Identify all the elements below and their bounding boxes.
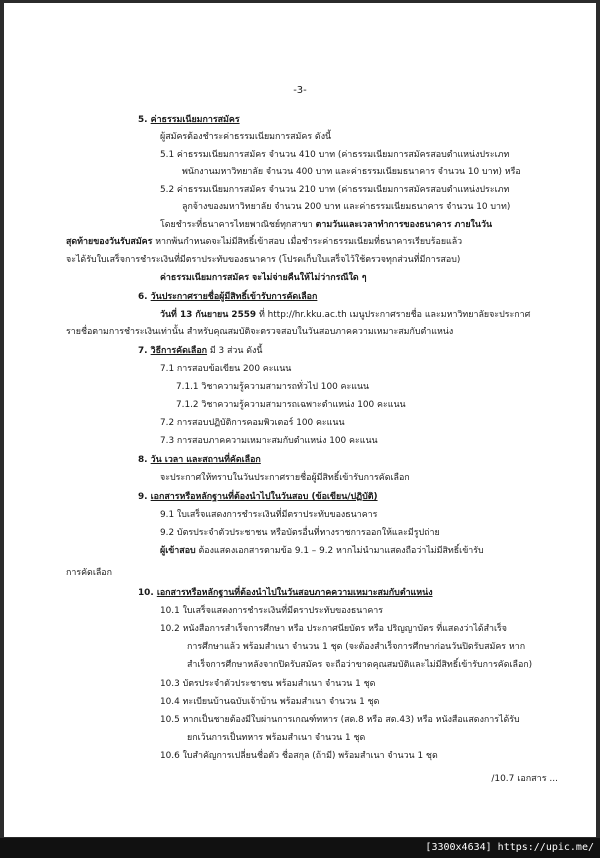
text-line [160,184,509,196]
text-segment: ที่ http://hr.kku.ac.th เมนูประกาศรายชื่อ และมหาวิทยาลัยจะประกาศ [256,310,531,320]
text-segment: เอกสารหรือหลักฐานที่ต้องนำไปในวันสอบภาคความเหมาะสมกับตำแหน่ง [156,588,433,598]
text-line [187,641,525,653]
text-segment: 7.1.1 วิชาความรู้ความสามารถทั่วไป 100 คะแนน [176,382,370,392]
text-segment: 9.1 ใบเสร็จแสดงการชำระเงินที่มีตราประทับของธนาคาร [160,510,378,520]
text-line [160,750,438,762]
text-line [160,149,509,161]
text-segment: 5.2 ค่าธรรมเนียมการสมัคร จำนวน 210 บาท (ค่าธรรมเนียมการสมัครสอบตำแหน่งประเภท [160,185,510,195]
text-line [160,272,367,284]
text-segment: จะประกาศให้ทราบในวันประกาศรายชื่อผู้มีสิทธิ์เข้ารับการคัดเลือก [160,473,410,483]
text-line [187,659,532,671]
text-segment: 6. [138,292,151,302]
text-line [160,219,492,231]
text-segment: 10.2 หนังสือการสำเร็จการศึกษา หรือ ประกาศนียบัตร หรือ ปริญญาบัตร ที่แสดงว่าได้สำเร็จ [160,624,508,634]
text-segment: 7.2 การสอบปฏิบัติการคอมพิวเตอร์ 100 คะแนน [160,418,345,428]
text-segment: 10.6 ใบสำคัญการเปลี่ยนชื่อตัว ชื่อสกุล (ถ้ามี) พร้อมสำเนา จำนวน 1 ชุด [160,751,438,761]
text-segment: สุดท้ายของวันรับสมัคร [66,237,153,247]
text-line [138,291,317,303]
text-segment: ตามวันและเวลาทำการของธนาคาร ภายในวัน [315,220,493,230]
text-line [138,114,240,126]
text-line [138,587,433,599]
text-segment: สำเร็จการศึกษาหลังจากปิดรับสมัคร จะถือว่าขาดคุณสมบัติและไม่มีสิทธิ์เข้ารับการคัดเลือก) [187,660,533,670]
text-segment: จะได้รับใบเสร็จการชำระเงินที่มีตราประทับของธนาคาร (โปรดเก็บใบเสร็จไว้ใช้ตรวจทุกส่วนที่มีการสอบ) [66,255,461,265]
text-line [66,254,460,266]
text-line [176,381,369,393]
text-segment: วัน เวลา และสถานที่คัดเลือก [150,455,261,465]
text-segment: 8. [138,455,151,465]
text-segment: 7. [138,346,151,356]
text-segment: ผู้เข้าสอบ [160,546,196,556]
document-page [4,3,596,837]
text-segment: 10.4 ทะเบียนบ้านฉบับเจ้าบ้าน พร้อมสำเนา จำนวน 1 ชุด [160,697,380,707]
text-segment: วันประกาศรายชื่อผู้มีสิทธิ์เข้ารับการคัดเลือก [150,292,318,302]
text-line [160,545,484,557]
text-segment: ผู้สมัครต้องชำระค่าธรรมเนียมการสมัคร ดังนี้ [160,132,332,142]
page-number: -3- [293,85,307,96]
text-line [187,732,365,744]
text-line [138,454,261,466]
text-segment: ลูกจ้างของมหาวิทยาลัย จำนวน 200 บาท และค่าธรรมเนียมธนาคาร จำนวน 10 บาท) [182,202,511,212]
text-line [138,491,378,503]
text-line [160,678,375,690]
text-line [160,417,345,429]
text-segment: 10.5 หากเป็นชายต้องมีใบผ่านการเกณฑ์ทหาร (สด.8 หรือ สด.43) หรือ หนังสือแสดงการได้รับ [160,715,520,725]
text-segment: วิธีการคัดเลือก [150,346,208,356]
text-line [160,527,440,539]
text-segment: 5. [138,115,151,125]
text-line [160,605,383,617]
text-segment: ต้องแสดงเอกสารตามข้อ 9.1 – 9.2 หากไม่นำมาแสดงถือว่าไม่มีสิทธิ์เข้ารับ [195,546,484,556]
text-line [160,696,379,708]
text-segment: 7.1 การสอบข้อเขียน 200 คะแนน [160,364,292,374]
text-line [160,623,507,635]
text-segment: มี 3 ส่วน ดังนี้ [207,346,263,356]
text-segment: หากพ้นกำหนดจะไม่มีสิทธิ์เข้าสอบ เมื่อชำระค่าธรรมเนียมที่ธนาคารเรียบร้อยแล้ว [152,237,463,247]
text-line [182,166,521,178]
text-segment: ค่าธรรมเนียมการสมัคร [150,115,240,125]
text-segment: โดยชำระที่ธนาคารไทยพาณิชย์ทุกสาขา [160,220,316,230]
text-segment: รายชื่อตามการชำระเงินเท่านั้น สำหรับคุณสมบัติจะตรวจสอบในวันสอบภาคความเหมาะสมกับตำแหน่ง [66,327,454,337]
text-line [182,201,510,213]
text-segment: 10.3 บัตรประจำตัวประชาชน พร้อมสำเนา จำนวน 1 ชุด [160,679,376,689]
text-segment: 10.1 ใบเสร็จแสดงการชำระเงินที่มีตราประทับของธนาคาร [160,606,384,616]
text-segment: 10. [138,588,157,598]
text-segment: 7.1.2 วิชาความรู้ความสามารถเฉพาะตำแหน่ง 100 คะแนน [176,400,406,410]
text-segment: 9.2 บัตรประจำตัวประชาชน หรือบัตรอื่นที่ทางราชการออกให้และมีรูปถ่าย [160,528,440,538]
text-segment: การคัดเลือก [66,568,113,578]
text-segment: 5.1 ค่าธรรมเนียมการสมัคร จำนวน 410 บาท (ค่าธรรมเนียมการสมัครสอบตำแหน่งประเภท [160,150,510,160]
text-segment: การศึกษาแล้ว พร้อมสำเนา จำนวน 1 ชุด (จะต้องสำเร็จการศึกษาก่อนวันปิดรับสมัคร หาก [187,642,526,652]
text-segment: ค่าธรรมเนียมการสมัคร จะไม่จ่ายคืนให้ไม่ว่ากรณีใด ๆ [160,273,367,283]
text-segment: วันที่ 13 กันยายน 2559 [160,310,257,320]
footer-badge: [3300x4634] https://upic.me/ [0,838,600,858]
text-line [160,363,291,375]
text-line [66,236,462,248]
text-segment: พนักงานมหาวิทยาลัย จำนวน 400 บาท และค่าธรรมเนียมธนาคาร จำนวน 10 บาท) หรือ [182,167,521,177]
text-segment: ยกเว้นการเป็นทหาร พร้อมสำเนา จำนวน 1 ชุด [187,733,366,743]
text-line [66,567,112,579]
text-line [160,435,378,447]
text-line [160,714,520,726]
text-segment: 9. [138,492,151,502]
text-segment: 7.3 การสอบภาคความเหมาะสมกับตำแหน่ง 100 คะแนน [160,436,378,446]
text-line [138,345,262,357]
text-line [160,309,530,321]
text-line [160,472,410,484]
text-line [160,509,377,521]
continuation-marker: /10.7 เอกสาร ... [491,774,558,784]
text-segment: เอกสารหรือหลักฐานที่ต้องนำไปในวันสอบ (ข้อเขียน/ปฏิบัติ) [150,492,378,502]
text-line [176,399,406,411]
text-line [160,131,331,143]
text-line [66,326,453,338]
